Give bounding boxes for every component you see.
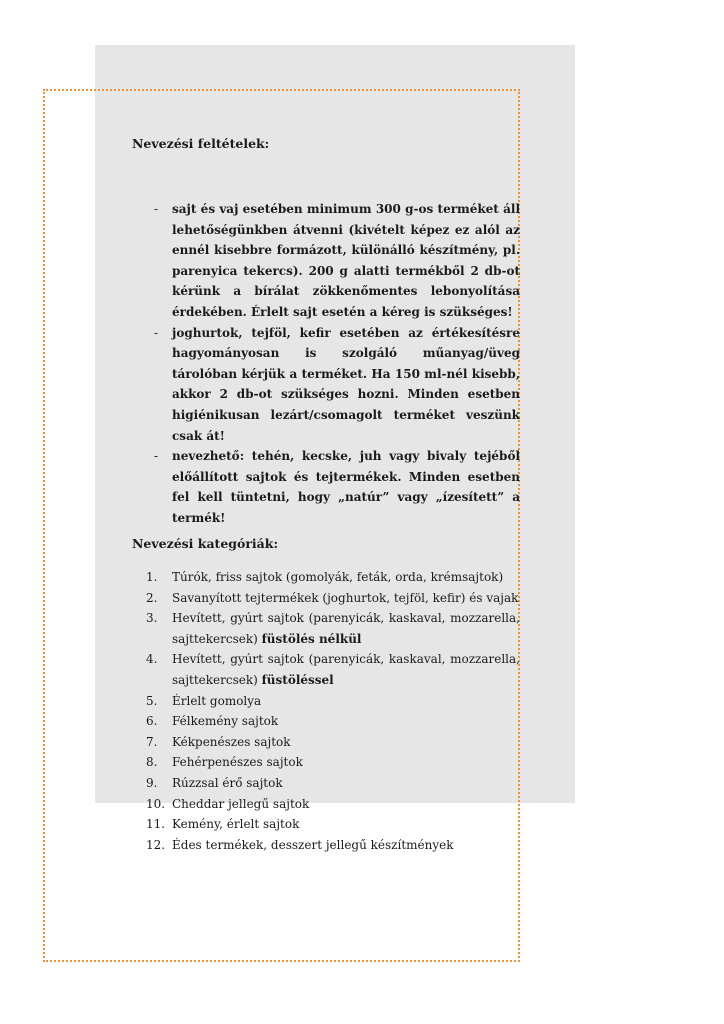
category-item [132, 773, 520, 794]
category-text: Kemény, érlelt sajtok [172, 817, 300, 832]
category-number: 10. [146, 796, 166, 811]
category-item [132, 752, 520, 773]
categories-list [132, 567, 520, 855]
category-item [132, 588, 520, 609]
category-item [132, 608, 520, 649]
category-item [132, 794, 520, 815]
category-text: Fehérpenészes sajtok [172, 755, 303, 770]
category-number: 4. [146, 652, 158, 667]
condition-dash: - [154, 325, 159, 340]
category-number: 6. [146, 714, 158, 729]
category-number: 12. [146, 837, 166, 852]
category-item [132, 691, 520, 712]
condition-text: sajt és vaj esetében minimum 300 g-os terméket áll lehetőségünkben átvenni (kivételt képez ez alól az ennél kisebbre formázott, különálló készítmény, pl. parenyica tekercs). 200 g alatti termékből 2 db-ot kérünk a bírálat zökkenőmentes lebonyolítása érdekében. Érlelt sajt esetén a kéreg is szükséges! [172, 202, 520, 319]
category-item [132, 567, 520, 588]
condition-text: joghurtok, tejföl, kefir esetében az értékesítésre hagyományosan is szolgáló műanyag/üveg tárolóban kérjük a terméket. Ha 150 ml-nél kisebb, akkor 2 db-ot szükséges hozni. Minden esetben higiénikusan lezárt/csomagolt terméket veszünk csak át! [172, 325, 520, 443]
category-bold-text: füstöléssel [261, 672, 334, 687]
category-text: Kékpenészes sajtok [172, 734, 291, 749]
condition-dash: - [154, 449, 159, 464]
category-item [132, 649, 520, 690]
category-text: Hevített, gyúrt sajtok (parenyicák, kaskaval, mozzarella, sajttekercsek) [172, 611, 520, 646]
categories-heading: Nevezési kategóriák: [132, 536, 279, 551]
category-text: Cheddar jellegű sajtok [172, 796, 310, 811]
category-text: Érlelt gomolya [172, 693, 262, 708]
category-number: 8. [146, 755, 158, 770]
conditions-list [132, 199, 520, 529]
category-item [132, 732, 520, 753]
category-item [132, 711, 520, 732]
category-text: Édes termékek, desszert jellegű készítmények [172, 837, 454, 852]
category-number: 11. [146, 817, 166, 832]
category-text: Hevített, gyúrt sajtok (parenyicák, kaskaval, mozzarella, sajttekercsek) [172, 652, 520, 687]
category-text: Félkemény sajtok [172, 714, 279, 729]
condition-item [132, 446, 520, 528]
category-number: 7. [146, 734, 158, 749]
condition-text: nevezhető: tehén, kecske, juh vagy bivaly tejéből előállított sajtok és tejtermékek. Minden esetben fel kell tüntetni, hogy „natúr” vagy „ízesített” a termék! [172, 449, 520, 525]
category-number: 1. [146, 570, 158, 584]
category-item [132, 835, 520, 856]
category-number: 9. [146, 775, 158, 790]
category-bold-text: füstölés nélkül [261, 631, 362, 646]
category-number: 3. [146, 611, 158, 626]
condition-item [132, 199, 520, 323]
category-item [132, 814, 520, 835]
conditions-heading: Nevezési feltételek: [132, 136, 270, 151]
category-number: 5. [146, 693, 158, 708]
condition-item [132, 323, 520, 447]
category-text: Túrók, friss sajtok (gomolyák, feták, orda, krémsajtok) [172, 570, 504, 584]
category-number: 2. [146, 590, 158, 605]
category-text: Rúzzsal érő sajtok [172, 775, 283, 790]
category-text: Savanyított tejtermékek (joghurtok, tejföl, kefir) és vajak [172, 590, 519, 605]
condition-dash: - [154, 202, 159, 216]
